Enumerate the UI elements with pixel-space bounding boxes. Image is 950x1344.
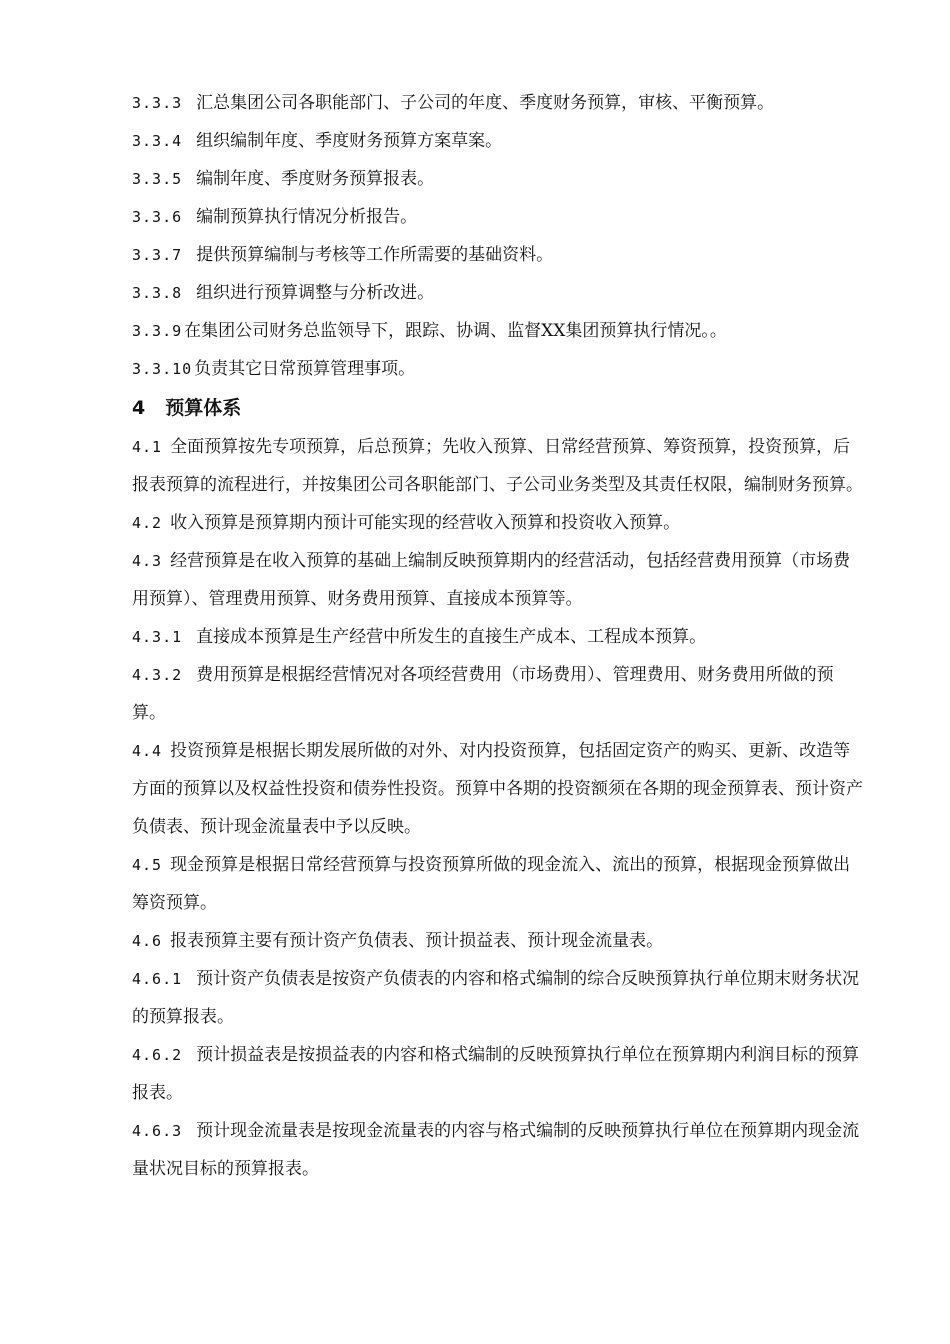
clause-4-2 xyxy=(132,504,867,542)
clause-number: 3.3.3 xyxy=(132,94,183,112)
clause-number: 3.3.5 xyxy=(132,170,183,188)
clause-number: 4.5 xyxy=(132,856,163,874)
document-body xyxy=(132,84,867,1188)
clause-4-3 xyxy=(132,542,867,618)
clause-number: 4.1 xyxy=(132,438,163,456)
clause-text: 组织编制年度、季度财务预算方案草案。 xyxy=(196,131,503,151)
clause-number: 4.3.1 xyxy=(132,628,183,646)
clause-number: 4.6 xyxy=(132,932,163,950)
clause-text: 编制年度、季度财务预算报表。 xyxy=(196,169,435,189)
clause-number: 3.3.8 xyxy=(132,284,183,302)
clause-text: 直接成本预算是生产经营中所发生的直接生产成本、工程成本预算。 xyxy=(196,627,707,647)
clause-4-6-3 xyxy=(132,1112,867,1188)
section-heading xyxy=(132,388,867,428)
clause-text: 现金预算是根据日常经营预算与投资预算所做的现金流入、流出的预算，根据现金预算做出筹资预算。 xyxy=(132,855,851,913)
clause-number: 3.3.10 xyxy=(132,360,193,378)
clause-3-3-3 xyxy=(132,84,867,122)
clause-text: 在集团公司财务总监领导下，跟踪、协调、监督XX集团预算执行情况。。 xyxy=(184,321,727,341)
clause-number: 4.3.2 xyxy=(132,666,183,684)
clause-4-6-2 xyxy=(132,1036,867,1112)
clause-4-5 xyxy=(132,846,867,922)
clause-3-3-5 xyxy=(132,160,867,198)
clause-text: 预计损益表是按损益表的内容和格式编制的反映预算执行单位在预算期内利润目标的预算报表。 xyxy=(132,1045,860,1103)
clause-number: 3.3.9 xyxy=(132,322,183,340)
clause-number: 3.3.6 xyxy=(132,208,183,226)
section-number: 4 xyxy=(132,397,146,419)
clause-4-6-1 xyxy=(132,960,867,1036)
clause-text: 预计现金流量表是按现金流量表的内容与格式编制的反映预算执行单位在预算期内现金流量状况目标的预算报表。 xyxy=(132,1121,860,1179)
clause-text: 汇总集团公司各职能部门、子公司的年度、季度财务预算，审核、平衡预算。 xyxy=(196,93,775,113)
clause-text: 负责其它日常预算管理事项。 xyxy=(194,359,416,379)
section-title: 预算体系 xyxy=(165,397,242,419)
clause-text: 收入预算是预算期内预计可能实现的经营收入预算和投资收入预算。 xyxy=(170,513,681,533)
clause-text: 提供预算编制与考核等工作所需要的基础资料。 xyxy=(196,245,554,265)
clause-number: 3.3.7 xyxy=(132,246,183,264)
clause-text: 全面预算按先专项预算，后总预算；先收入预算、日常经营预算、筹资预算，投资预算，后报表预算的流程进行，并按集团公司各职能部门、子公司业务类型及其责任权限，编制财务预算。 xyxy=(132,437,863,495)
clause-3-3-9 xyxy=(132,312,867,350)
clause-text: 组织进行预算调整与分析改进。 xyxy=(196,283,435,303)
clause-text: 经营预算是在收入预算的基础上编制反映预算期内的经营活动，包括经营费用预算（市场费用预算）、管理费用预算、财务费用预算、直接成本预算等。 xyxy=(132,551,851,609)
clause-number: 4.6.1 xyxy=(132,970,183,988)
clause-3-3-10 xyxy=(132,350,867,388)
clause-4-6 xyxy=(132,922,867,960)
clause-3-3-8 xyxy=(132,274,867,312)
clause-4-4 xyxy=(132,732,867,846)
clause-text: 投资预算是根据长期发展所做的对外、对内投资预算，包括固定资产的购买、更新、改造等方面的预算以及权益性投资和债券性投资。预算中各期的投资额须在各期的现金预算表、预计资产负债表、预计现金流量表中予以反映。 xyxy=(132,741,863,837)
clause-text: 报表预算主要有预计资产负债表、预计损益表、预计现金流量表。 xyxy=(170,931,664,951)
clause-4-3-1 xyxy=(132,618,867,656)
clause-number: 4.2 xyxy=(132,514,163,532)
clause-number: 4.3 xyxy=(132,552,163,570)
clause-text: 费用预算是根据经营情况对各项经营费用（市场费用）、管理费用、财务费用所做的预算。 xyxy=(132,665,834,723)
clause-3-3-7 xyxy=(132,236,867,274)
clause-text: 预计资产负债表是按资产负债表的内容和格式编制的综合反映预算执行单位期末财务状况的预算报表。 xyxy=(132,969,860,1027)
clause-number: 4.6.2 xyxy=(132,1046,183,1064)
clause-text: 编制预算执行情况分析报告。 xyxy=(196,207,418,227)
clause-3-3-6 xyxy=(132,198,867,236)
clause-3-3-4 xyxy=(132,122,867,160)
clause-number: 3.3.4 xyxy=(132,132,183,150)
clause-4-3-2 xyxy=(132,656,867,732)
clause-4-1 xyxy=(132,428,867,504)
clause-number: 4.4 xyxy=(132,742,163,760)
clause-number: 4.6.3 xyxy=(132,1122,183,1140)
